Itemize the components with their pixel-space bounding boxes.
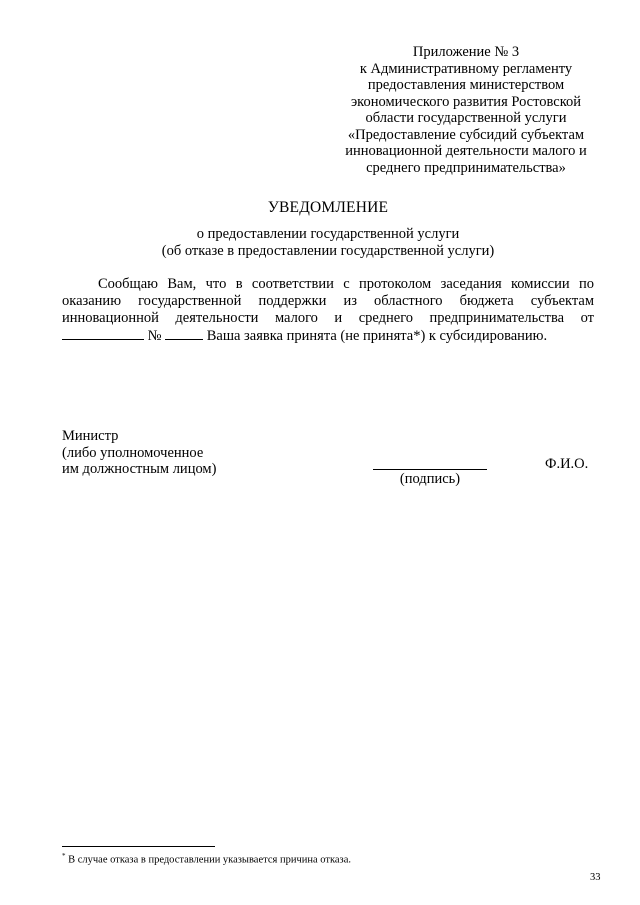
- minister-line: им должностным лицом): [62, 461, 217, 477]
- subtitle-line: (об отказе в предоставлении государственной услуги): [161, 243, 495, 259]
- appendix-line: экономического развития Ростовской: [350, 93, 582, 110]
- minister-line: Министр: [62, 428, 119, 444]
- appendix-line: к Административному регламенту: [359, 60, 573, 77]
- fio-label: Ф.И.О.: [545, 456, 589, 472]
- appendix-line: «Предоставление субсидий субъектам: [347, 126, 585, 143]
- appendix-line: среднего предпринимательства»: [366, 159, 566, 176]
- body-line: оказанию государственной поддержки из областного бюджета субъектам: [62, 293, 594, 309]
- date-blank: [62, 327, 144, 340]
- signature-label: (подпись): [399, 471, 461, 487]
- body-line-last: [62, 327, 594, 345]
- notice-body: [62, 276, 594, 345]
- document-title: УВЕДОМЛЕНИЕ: [267, 199, 389, 216]
- appendix-header: [330, 44, 602, 176]
- footnote-divider: [62, 846, 215, 847]
- minister-block: [62, 428, 216, 478]
- subtitle-line: о предоставлении государственной услуги: [196, 226, 460, 242]
- appendix-line: области государственной услуги: [365, 110, 567, 126]
- page-number: 33: [590, 872, 601, 883]
- signature-line: [373, 469, 487, 470]
- body-line-tail: Ваша заявка принята (не принята*) к субсидированию.: [206, 328, 548, 344]
- footnote-mark: *: [62, 852, 66, 860]
- document-subtitle: [0, 226, 640, 260]
- body-line: инновационной деятельности малого и среднего предпринимательства от: [62, 310, 594, 326]
- minister-line: (либо уполномоченное: [62, 444, 204, 461]
- number-sign: №: [147, 328, 162, 344]
- number-blank: [165, 327, 203, 340]
- appendix-line: Приложение № 3: [412, 44, 520, 60]
- footnote: [62, 852, 351, 866]
- body-line: Сообщаю Вам, что в соответствии с протоколом заседания комиссии по: [98, 276, 594, 292]
- appendix-line: предоставления министерством: [367, 77, 565, 93]
- appendix-line: инновационной деятельности малого и: [345, 143, 587, 159]
- footnote-text: В случае отказа в предоставлении указывается причина отказа.: [68, 854, 351, 866]
